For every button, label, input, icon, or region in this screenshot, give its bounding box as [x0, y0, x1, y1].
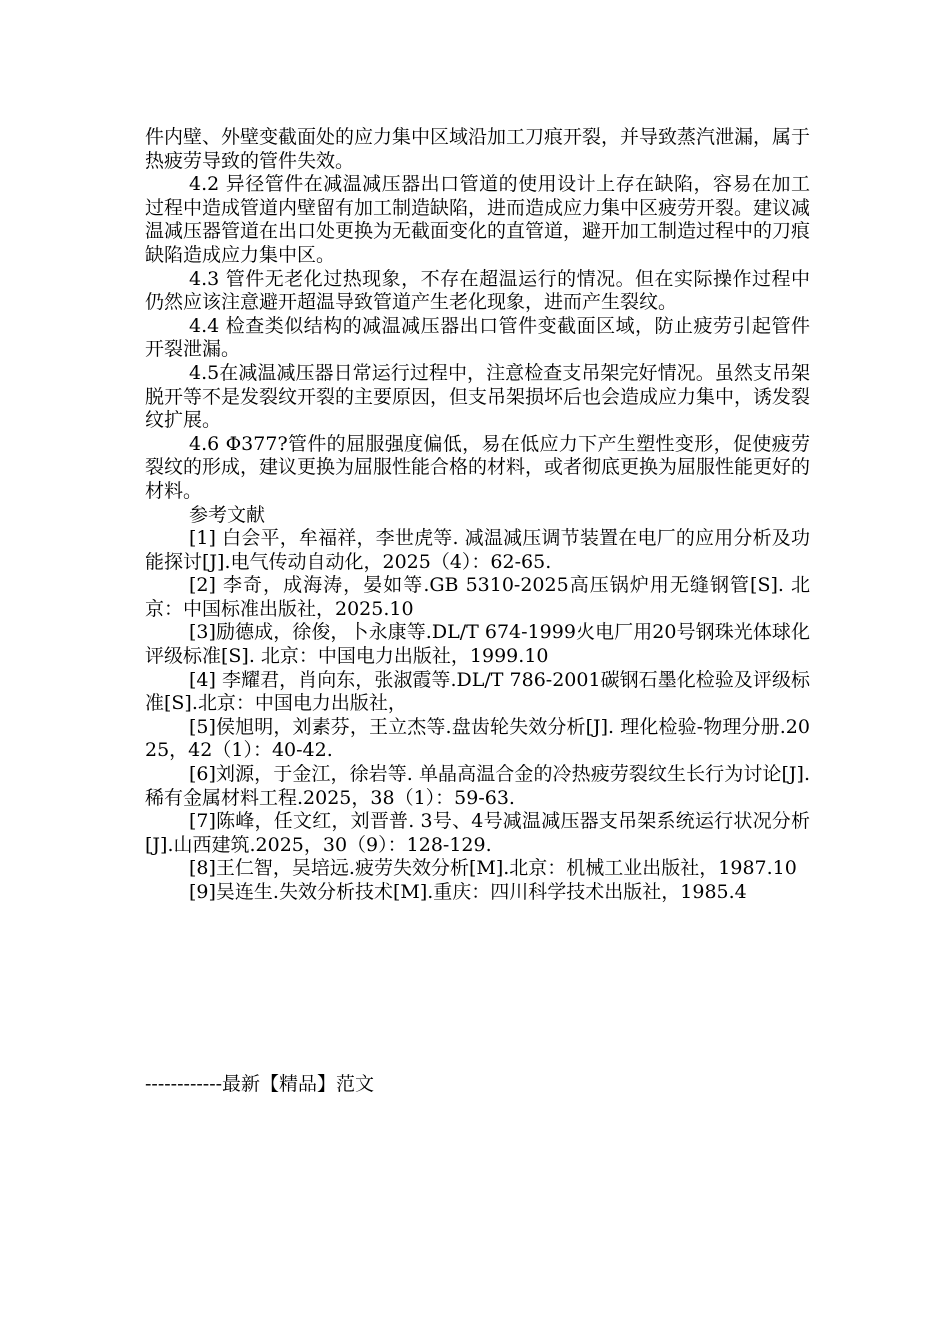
reference-item-3: [3]励德成，徐俊，卜永康等.DL/T 674-1999火电厂用20号钢珠光体球化评级标准[S]. 北京：中国电力出版社，1999.10: [145, 621, 810, 668]
reference-item-4: [4] 李耀君，肖向东，张淑霞等.DL/T 786-2001碳钢石墨化检验及评级标准[S].北京：中国电力出版社，: [145, 668, 810, 715]
reference-item-8: [8]王仁智，吴培远.疲劳失效分析[M].北京：机械工业出版社，1987.10: [189, 857, 797, 880]
body-paragraph-1: 件内壁、外壁变截面处的应力集中区域沿加工刀痕开裂，并导致蒸汽泄漏，属于热疲劳导致的管件失效。: [145, 126, 811, 172]
reference-item-9: [9]吴连生.失效分析技术[M].重庆：四川科学技术出版社，1985.4: [189, 881, 747, 903]
reference-item-1: [1] 白会平，牟福祥，李世虎等. 减温减压调节装置在电厂的应用分析及功能探讨[J].电气传动自动化，2025（4）：62-65.: [145, 527, 810, 573]
reference-item-5: [5]侯旭明，刘素芬，王立杰等.盘齿轮失效分析[J]. 理化检验-物理分册.2025，42（1）：40-42.: [145, 715, 810, 762]
body-paragraph-3: 4.3 管件无老化过热现象，不存在超温运行的情况。但在实际操作过程中仍然应该注意避开超温导致管道产生老化现象，进而产生裂纹。: [145, 267, 810, 314]
footer-text: ------------最新【精品】范文: [145, 1073, 375, 1095]
reference-item-6: [6]刘源，于金江，徐岩等. 单晶高温合金的冷热疲劳裂纹生长行为讨论[J].稀有金属材料工程.2025，38（1）：59-63.: [145, 763, 810, 809]
document-body: [145, 126, 810, 905]
references-heading: 参考文献: [189, 503, 266, 526]
body-paragraph-2: 4.2 异径管件在减温减压器出口管道的使用设计上存在缺陷，容易在加工过程中造成管道内壁留有加工制造缺陷，进而造成应力集中区疲劳开裂。建议减温减压器管道在出口处更换为无截面变化的直管道，避开加工制造过程中的刀痕缺陷造成应力集中区。: [145, 173, 811, 266]
body-paragraph-6: 4.6 Φ377?管件的屈服强度偏低，易在低应力下产生塑性变形，促使疲劳裂纹的形成，建议更换为屈服性能合格的材料，或者彻底更换为屈服性能更好的材料。: [145, 432, 811, 502]
body-paragraph-4: 4.4 检查类似结构的减温减压器出口管件变截面区域，防止疲劳引起管件开裂泄漏。: [145, 314, 810, 361]
reference-item-7: [7]陈峰，任文红，刘晋普. 3号、4号减温减压器支吊架系统运行状况分析[J].山西建筑.2025，30（9）：128-129.: [145, 810, 810, 856]
body-paragraph-5: 4.5在减温减压器日常运行过程中，注意检查支吊架完好情况。虽然支吊架脱开等不是发裂纹开裂的主要原因，但支吊架损坏后也会造成应力集中，诱发裂纹扩展。: [145, 361, 811, 432]
reference-item-2: [2] 李奇，成海涛，晏如等.GB 5310-2025高压锅炉用无缝钢管[S]. 北京：中国标准出版社，2025.10: [145, 574, 810, 620]
